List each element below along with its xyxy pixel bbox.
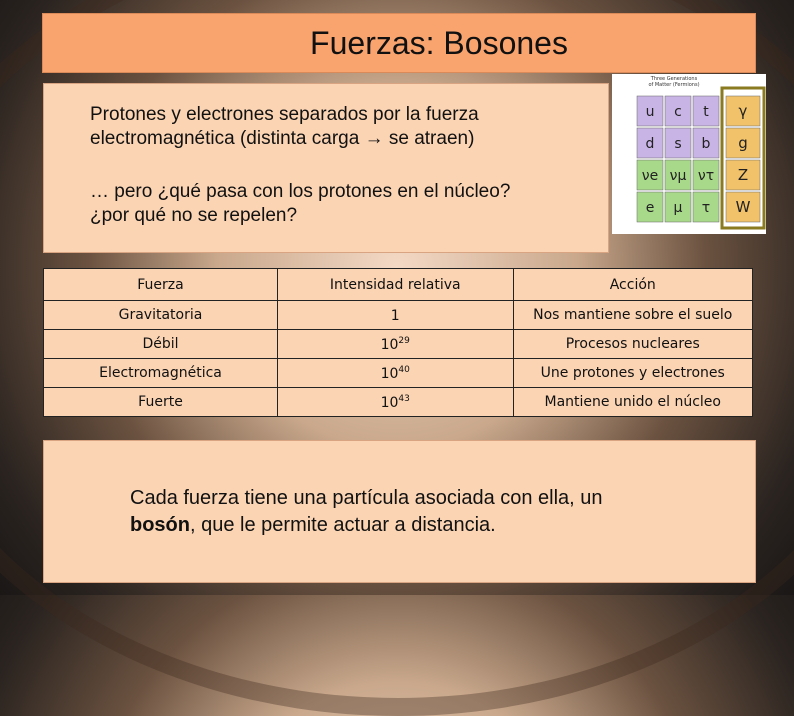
cell-accion: Nos mantiene sobre el suelo <box>513 301 753 330</box>
intro-line-4: ¿por qué no se repelen? <box>90 205 298 226</box>
page-title: Fuerzas: Bosones <box>310 24 568 61</box>
intensity-base: 1 <box>390 307 400 324</box>
intensity-exponent: 29 <box>398 335 410 346</box>
intro-line-2: electromagnética (distinta carga → se atraen) <box>90 128 475 149</box>
particle-symbol: νμ <box>669 168 687 184</box>
particle-symbol: c <box>674 104 682 120</box>
cell-fuerza: Fuerte <box>44 388 278 417</box>
conclusion-paragraph <box>130 485 603 539</box>
table-row <box>44 359 753 388</box>
particle-symbol: u <box>645 104 655 120</box>
intro-paragraph-1 <box>90 103 479 151</box>
sm-header-line-1: Three Generations <box>650 76 698 82</box>
intro-paragraph-2 <box>90 180 510 228</box>
cell-accion: Mantiene unido el núcleo <box>513 388 753 417</box>
cell-fuerza: Débil <box>44 330 278 359</box>
header-intensidad: Intensidad relativa <box>277 269 513 301</box>
particle-symbol: b <box>701 136 711 152</box>
header-accion: Acción <box>513 269 753 301</box>
particle-symbol: s <box>674 136 682 152</box>
forces-table <box>43 268 753 417</box>
particle-symbol: t <box>703 104 709 120</box>
conclusion-text-2: , que le permite actuar a distancia. <box>190 514 496 536</box>
intensity-base: 10 <box>380 365 399 382</box>
cell-intensidad <box>277 388 513 417</box>
boson-symbol: γ <box>738 102 748 120</box>
header-fuerza: Fuerza <box>44 269 278 301</box>
intensity-exponent: 40 <box>398 364 410 375</box>
boson-symbol: W <box>735 198 751 216</box>
intro-textbox <box>43 83 609 253</box>
cell-intensidad <box>277 301 513 330</box>
intro-line-1: Protones y electrones separados por la fuerza <box>90 104 479 125</box>
particle-symbol: d <box>645 136 655 152</box>
cell-intensidad <box>277 359 513 388</box>
particle-symbol: μ <box>673 200 683 216</box>
intensity-base: 10 <box>380 336 399 353</box>
table-row <box>44 330 753 359</box>
particle-symbol: νe <box>641 168 659 184</box>
cell-accion: Procesos nucleares <box>513 330 753 359</box>
intensity-exponent: 43 <box>398 393 410 404</box>
boson-symbol: g <box>738 134 748 152</box>
conclusion-text-1: Cada fuerza tiene una partícula asociada con ella, un <box>130 487 603 509</box>
boson-symbol: Z <box>737 166 749 184</box>
table-row <box>44 388 753 417</box>
cell-fuerza: Electromagnética <box>44 359 278 388</box>
standard-model-image <box>612 74 766 234</box>
particle-symbol: ντ <box>697 168 715 184</box>
cell-intensidad <box>277 330 513 359</box>
intro-line-3: … pero ¿qué pasa con los protones en el núcleo? <box>90 181 511 202</box>
conclusion-bold-word: bosón <box>130 514 190 536</box>
intensity-base: 10 <box>380 394 399 411</box>
table-header-row <box>44 269 753 301</box>
cell-accion: Une protones y electrones <box>513 359 753 388</box>
particle-symbol: τ <box>701 200 711 216</box>
particle-symbol: e <box>645 200 655 216</box>
table-row <box>44 301 753 330</box>
title-banner <box>42 13 756 73</box>
sm-header-line-2: of Matter (Fermions) <box>648 82 700 88</box>
cell-fuerza: Gravitatoria <box>44 301 278 330</box>
conclusion-textbox <box>43 440 756 583</box>
